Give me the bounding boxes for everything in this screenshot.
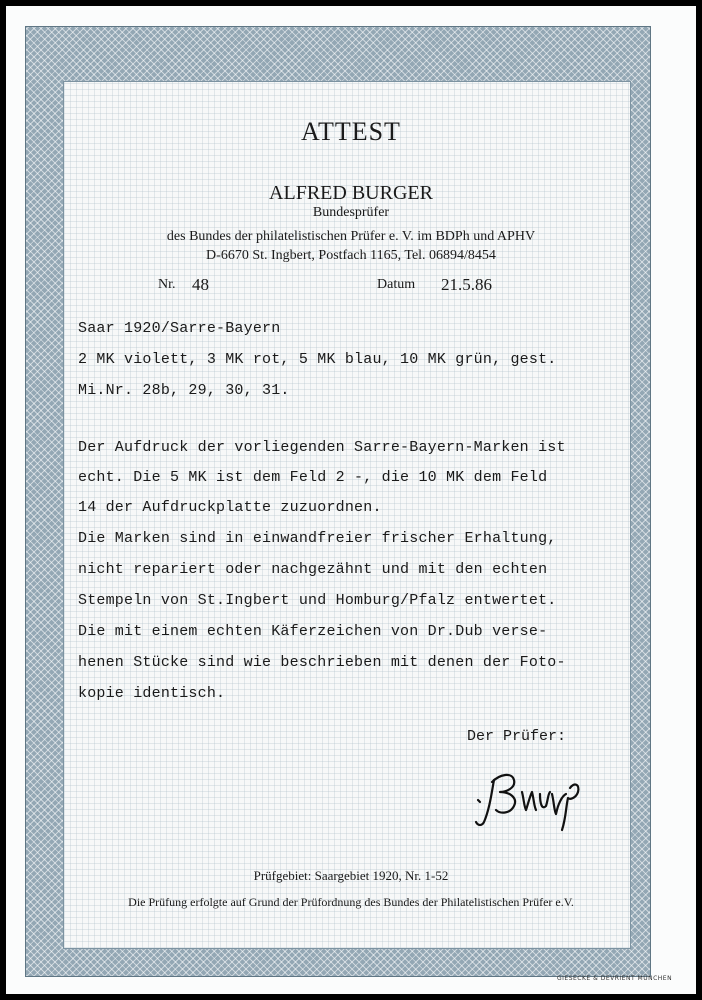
body-line: kopie identisch. <box>78 685 226 702</box>
certificate-title: ATTEST <box>301 117 401 146</box>
association-line: des Bundes der philatelistischen Prüfer e. V. im BDPh und APHV <box>166 229 536 244</box>
stamp-issue-line: Saar 1920/Sarre-Bayern <box>78 320 281 337</box>
number-label: Nr. <box>158 277 176 292</box>
date-label: Datum <box>377 277 416 292</box>
body-line: echt. Die 5 MK ist dem Feld 2 -, die 10 MK dem Feld <box>78 469 548 486</box>
stamp-values-line: 2 MK violett, 3 MK rot, 5 MK blau, 10 MK grün, gest. <box>78 351 557 368</box>
body-line: Der Aufdruck der vorliegenden Sarre-Bayern-Marken ist <box>78 439 566 456</box>
examiner-label: Der Prüfer: <box>467 728 567 745</box>
printer-imprint: GIESECKE & DEVRIENT MÜNCHEN <box>557 975 673 982</box>
catalogue-numbers-line: Mi.Nr. 28b, 29, 30, 31. <box>78 382 290 399</box>
body-line: Die Marken sind in einwandfreier frischer Erhaltung, <box>78 530 557 547</box>
number-value: 48 <box>192 275 209 294</box>
examination-rules-note: Die Prüfung erfolgte auf Grund der Prüfordnung des Bundes der Philatelistischen Prüfer e.V. <box>128 895 574 909</box>
body-line: nicht repariert oder nachgezähnt und mit den echten <box>78 561 548 578</box>
examiner-name: ALFRED BURGER <box>269 182 433 204</box>
body-line: Die mit einem echten Käferzeichen von Dr.Dub verse- <box>78 623 548 640</box>
date-value: 21.5.86 <box>441 275 492 294</box>
examiner-role: Bundesprüfer <box>312 205 390 220</box>
address-line: D-6670 St. Ingbert, Postfach 1165, Tel. 06894/8454 <box>206 248 496 263</box>
body-line: 14 der Aufdruckplatte zuzuordnen. <box>78 499 382 516</box>
examination-area: Prüfgebiet: Saargebiet 1920, Nr. 1-52 <box>253 868 449 883</box>
body-line: Stempeln von St.Ingbert und Homburg/Pfalz entwertet. <box>78 592 557 609</box>
handwritten-signature <box>470 760 600 840</box>
body-line: henen Stücke sind wie beschrieben mit denen der Foto- <box>78 654 566 671</box>
